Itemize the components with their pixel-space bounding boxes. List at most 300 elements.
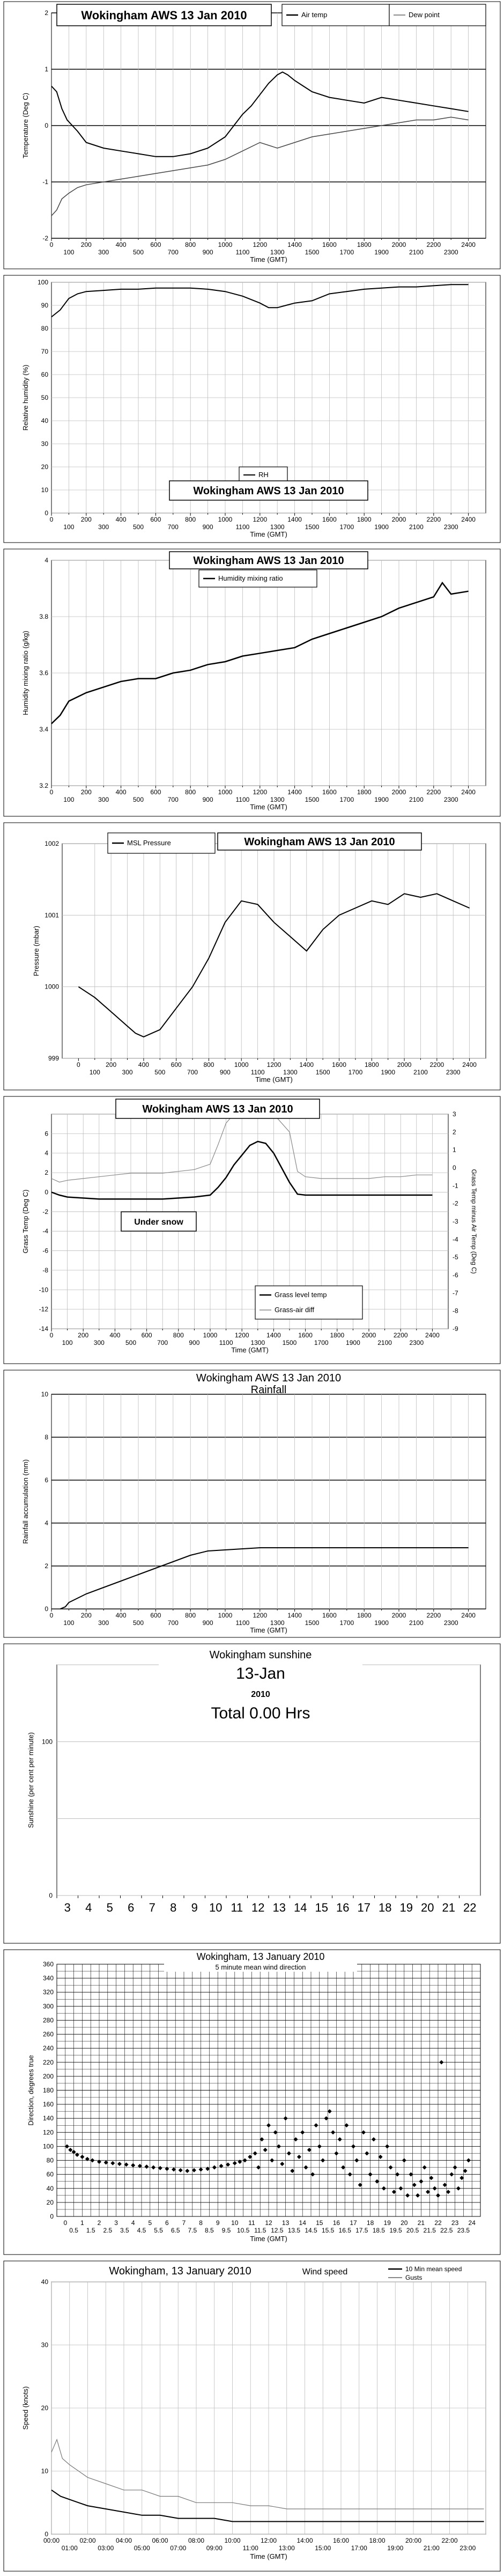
x-tick-label: 2100 (409, 1619, 424, 1627)
chart-title: Wokingham AWS 13 Jan 2010 (81, 8, 247, 22)
y-tick-label: 0 (45, 2530, 48, 2538)
x-tick-label: 400 (115, 241, 127, 248)
chart-title: Wokingham AWS 13 Jan 2010 (193, 485, 344, 497)
x-tick-label: 400 (115, 516, 127, 523)
humidity-chart-panel (3, 275, 501, 543)
x-tick-label: 23.5 (457, 2227, 470, 2234)
x-tick-label: 6 (165, 2219, 169, 2227)
x-tick-label: 6 (128, 1901, 135, 1914)
y-tick-label: -2 (42, 1208, 48, 1216)
x-tick-label: 9.5 (221, 2227, 231, 2234)
x-tick-label: 1700 (339, 1619, 354, 1627)
y-right-tick-label: 1 (453, 1146, 456, 1154)
x-tick-label: 2200 (426, 241, 441, 248)
chart-subtitle: 5 minute mean wind direction (215, 1963, 306, 1971)
x-tick-label: 2400 (461, 1612, 476, 1619)
x-tick-label: 20.5 (406, 2227, 419, 2234)
legend-label: Dew point (409, 11, 440, 19)
y-tick-label: 10 (41, 2467, 48, 2475)
x-tick-label: 10:00 (224, 2537, 241, 2544)
y-tick-label: 340 (42, 1974, 54, 1982)
rainfall-chart-panel (3, 1370, 501, 1638)
x-tick-label: 23 (451, 2219, 459, 2227)
x-tick-label: 1200 (253, 1612, 268, 1619)
x-tick-label: 8.5 (205, 2227, 214, 2234)
legend-label: RH (258, 471, 269, 479)
x-tick-label: 4.5 (137, 2227, 146, 2234)
y-tick-label: -4 (42, 1227, 48, 1235)
x-tick-label: 15 (316, 2219, 323, 2227)
x-tick-label: 12.5 (271, 2227, 284, 2234)
x-tick-label: 21 (417, 2219, 425, 2227)
x-tick-label: 1500 (305, 523, 320, 531)
x-tick-label: 2400 (462, 1061, 477, 1069)
y-tick-label: 0 (45, 122, 48, 129)
x-tick-label: 1200 (253, 788, 268, 796)
x-tick-label: 0 (49, 241, 54, 248)
y-axis-label: Grass Temp (Deg C) (21, 1189, 29, 1254)
y-tick-label: 160 (42, 2101, 54, 2109)
x-tick-label: 14:00 (297, 2537, 313, 2544)
x-tick-label: 10 (209, 1901, 223, 1914)
y-tick-label: 180 (42, 2087, 54, 2094)
x-tick-label: 1000 (218, 1612, 233, 1619)
x-tick-label: 2100 (377, 1339, 392, 1346)
x-tick-label: 2000 (397, 1061, 412, 1069)
x-tick-label: 17 (350, 2219, 357, 2227)
x-tick-label: 1400 (299, 1061, 314, 1069)
x-tick-label: 11 (248, 2219, 255, 2227)
x-tick-label: 1900 (374, 523, 389, 531)
x-tick-label: 18 (379, 1901, 392, 1914)
x-tick-label: 11:00 (242, 2544, 258, 2552)
x-tick-label: 2300 (443, 796, 458, 803)
x-tick-label: 2300 (443, 248, 458, 256)
x-tick-label: 22.5 (440, 2227, 453, 2234)
x-tick-label: 1900 (374, 1619, 389, 1627)
x-tick-label: 1500 (305, 248, 320, 256)
x-tick-label: 1100 (219, 1339, 233, 1346)
x-tick-label: 10 (231, 2219, 239, 2227)
plot-area (51, 1394, 486, 1609)
x-tick-label: 13 (281, 2219, 290, 2227)
x-tick-label: 2200 (426, 516, 441, 523)
x-tick-label: 21.5 (423, 2227, 436, 2234)
x-tick-label: 1800 (357, 1612, 372, 1619)
legend-label: Grass-air diff (275, 1306, 315, 1314)
wind-speed-chart-panel (3, 2260, 501, 2572)
y-tick-label: 4 (45, 557, 48, 564)
y-tick-label: 6 (45, 1476, 48, 1484)
x-tick-label: 15 (315, 1901, 328, 1914)
y-right-tick-label: -8 (453, 1307, 458, 1315)
x-tick-label: 22 (463, 1901, 477, 1914)
y-right-axis-label: Grass Temp minus Air Temp (Deg C) (470, 1169, 478, 1274)
x-tick-label: 300 (98, 523, 109, 531)
x-tick-label: 11 (231, 1901, 243, 1914)
y-tick-label: -2 (42, 235, 48, 242)
x-tick-label: 18.5 (372, 2227, 386, 2234)
x-tick-label: 800 (185, 516, 196, 523)
x-tick-label: 20 (421, 1901, 434, 1914)
rainfall-chart (3, 1370, 501, 1638)
y-axis-label: Speed (knots) (21, 2386, 29, 2430)
legend-label: 10 Min mean speed (405, 2265, 462, 2273)
x-tick-label: 2000 (361, 1331, 376, 1339)
y-tick-label: 300 (42, 2002, 54, 2010)
x-tick-label: 2400 (425, 1331, 440, 1339)
y-tick-label: 60 (41, 371, 48, 378)
x-tick-label: 1800 (364, 1061, 379, 1069)
x-tick-label: 700 (157, 1339, 168, 1346)
x-tick-label: 12 (265, 2219, 272, 2227)
relative-humidity-chart (3, 275, 501, 543)
chart-year-label: 2010 (251, 1690, 270, 1699)
y-right-tick-label: -4 (453, 1235, 458, 1243)
x-tick-label: 16 (336, 1901, 350, 1914)
x-tick-label: 06:00 (152, 2537, 168, 2544)
x-tick-label: 1100 (235, 523, 250, 531)
x-tick-label: 100 (63, 248, 75, 256)
legend-label: MSL Pressure (127, 839, 171, 847)
y-tick-label: 20 (41, 463, 48, 471)
x-tick-label: 10.5 (236, 2227, 250, 2234)
x-tick-label: 1300 (270, 248, 285, 256)
x-tick-label: 08:00 (188, 2537, 205, 2544)
x-tick-label: 1900 (381, 1069, 396, 1076)
x-tick-label: 2 (97, 2219, 101, 2227)
x-tick-label: 0 (49, 1331, 54, 1339)
x-tick-label: 1100 (250, 1069, 265, 1076)
x-tick-label: 2400 (461, 788, 476, 796)
x-tick-label: 600 (141, 1331, 152, 1339)
x-tick-label: 900 (219, 1069, 231, 1076)
y-tick-label: 40 (41, 417, 48, 425)
x-tick-label: 20 (401, 2219, 408, 2227)
x-tick-label: 1000 (218, 516, 233, 523)
x-tick-label: 200 (80, 516, 92, 523)
x-tick-label: 300 (98, 796, 109, 803)
x-tick-label: 300 (93, 1339, 105, 1346)
y-axis-label: Humidity mixing ratio (g/kg) (21, 631, 29, 715)
y-tick-label: 10 (41, 1391, 48, 1398)
grass-temp-chart-panel (3, 1096, 501, 1364)
x-tick-label: 2.5 (103, 2227, 113, 2234)
x-tick-label: 9 (191, 1901, 198, 1914)
x-axis-label: Time (GMT) (255, 1075, 293, 1084)
y-axis-label: Relative humidity (%) (21, 364, 29, 431)
wind-direction-chart (3, 1949, 501, 2255)
wind-speed-chart (3, 2260, 501, 2572)
x-tick-label: 100 (62, 1339, 73, 1346)
x-tick-label: 12:00 (260, 2537, 277, 2544)
x-tick-label: 500 (132, 1619, 144, 1627)
x-tick-label: 200 (80, 1612, 92, 1619)
legend-label: Gusts (405, 2274, 423, 2281)
x-tick-label: 500 (132, 248, 144, 256)
y-tick-label: 1001 (45, 911, 59, 919)
x-tick-label: 2000 (391, 788, 406, 796)
x-tick-label: 1000 (203, 1331, 218, 1339)
x-tick-label: 1600 (322, 516, 337, 523)
x-tick-label: 0.5 (69, 2227, 78, 2234)
x-tick-label: 700 (187, 1069, 198, 1076)
y-tick-label: 0 (50, 2213, 54, 2220)
under-snow-annotation: Under snow (134, 1217, 183, 1227)
x-tick-label: 2000 (391, 241, 406, 248)
y-tick-label: 4 (45, 1519, 48, 1527)
x-tick-label: 1400 (287, 241, 302, 248)
y-tick-label: 120 (42, 2128, 54, 2136)
sunshine-chart-panel (3, 1643, 501, 1944)
mixing-ratio-chart (3, 548, 501, 817)
x-tick-label: 1100 (235, 1619, 250, 1627)
x-tick-label: 2100 (413, 1069, 428, 1076)
y-tick-label: -8 (42, 1266, 48, 1274)
chart-title: Wokingham, 13 January 2010 (109, 2265, 251, 2277)
y-tick-label: 8 (45, 1433, 48, 1441)
x-tick-label: 1100 (235, 248, 250, 256)
x-tick-label: 100 (63, 796, 75, 803)
y-tick-label: 3.2 (39, 782, 48, 789)
y-tick-label: 0 (45, 509, 48, 517)
x-tick-label: 16:00 (332, 2537, 350, 2544)
x-tick-label: 500 (132, 523, 144, 531)
x-tick-label: 1200 (266, 1061, 281, 1069)
pressure-chart (3, 822, 501, 1091)
x-axis-label: Time (GMT) (250, 803, 287, 811)
x-tick-label: 800 (185, 788, 196, 796)
x-tick-label: 2400 (461, 516, 476, 523)
x-tick-label: 19 (383, 2219, 391, 2227)
x-tick-label: 1300 (270, 1619, 285, 1627)
x-tick-label: 16.5 (338, 2227, 351, 2234)
x-tick-label: 900 (189, 1339, 200, 1346)
y-tick-label: 100 (41, 1738, 53, 1746)
legend-label: Air temp (301, 11, 328, 19)
x-tick-label: 12 (251, 1901, 265, 1914)
y-right-tick-label: -2 (453, 1199, 458, 1208)
x-tick-label: 21:00 (423, 2544, 440, 2552)
x-axis-label: Time (GMT) (250, 2235, 287, 2243)
x-tick-label: 1800 (357, 516, 372, 523)
y-right-tick-label: 3 (453, 1110, 456, 1118)
x-tick-label: 0 (49, 1612, 54, 1619)
x-tick-label: 1400 (287, 1612, 302, 1619)
x-tick-label: 400 (138, 1061, 149, 1069)
x-tick-label: 1600 (332, 1061, 346, 1069)
x-tick-label: 03:00 (98, 2544, 114, 2552)
y-tick-label: -14 (39, 1325, 48, 1333)
x-tick-label: 2100 (409, 523, 424, 531)
x-tick-label: 1800 (357, 241, 372, 248)
x-tick-label: 1300 (250, 1339, 265, 1346)
x-tick-label: 17.5 (355, 2227, 368, 2234)
x-tick-label: 1700 (339, 796, 354, 803)
y-right-tick-label: -3 (453, 1218, 458, 1225)
x-tick-label: 700 (167, 248, 179, 256)
x-tick-label: 800 (185, 1612, 196, 1619)
x-tick-label: 1100 (235, 796, 250, 803)
x-tick-label: 19.5 (389, 2227, 402, 2234)
x-tick-label: 100 (89, 1069, 100, 1076)
x-tick-label: 05:00 (134, 2544, 150, 2552)
x-tick-label: 1200 (253, 241, 268, 248)
x-tick-label: 200 (80, 788, 92, 796)
x-tick-label: 18 (366, 2219, 374, 2227)
x-tick-label: 1300 (270, 523, 285, 531)
y-right-tick-label: -9 (453, 1325, 458, 1333)
x-tick-label: 0 (49, 516, 54, 523)
x-tick-label: 700 (167, 796, 179, 803)
x-tick-label: 2200 (426, 1612, 441, 1619)
x-tick-label: 0 (77, 1061, 80, 1069)
x-tick-label: 800 (203, 1061, 214, 1069)
y-tick-label: 0 (45, 1605, 48, 1613)
x-tick-label: 600 (171, 1061, 182, 1069)
legend-label: Humidity mixing ratio (218, 574, 283, 582)
x-tick-label: 13 (272, 1901, 286, 1914)
y-right-tick-label: -6 (453, 1271, 458, 1279)
x-tick-label: 14 (299, 2219, 306, 2227)
x-tick-label: 0 (63, 2219, 68, 2227)
x-tick-label: 7.5 (188, 2227, 197, 2234)
x-tick-label: 1300 (270, 796, 285, 803)
y-tick-label: 80 (41, 325, 48, 332)
y-tick-label: -10 (39, 1286, 48, 1294)
x-tick-label: 1000 (218, 788, 233, 796)
chart-title: Wokingham AWS 13 Jan 2010 (142, 1103, 293, 1116)
y-tick-label: 6 (45, 1130, 48, 1138)
y-tick-label: 3.8 (39, 613, 48, 620)
chart-title: Wokingham sunshine (209, 1649, 312, 1661)
x-tick-label: 07:00 (170, 2544, 187, 2552)
x-tick-label: 1900 (374, 796, 389, 803)
x-tick-label: 14.5 (305, 2227, 317, 2234)
x-tick-label: 700 (167, 1619, 179, 1627)
x-tick-label: 1800 (330, 1331, 345, 1339)
y-tick-label: 2 (45, 1169, 48, 1177)
x-tick-label: 1400 (287, 788, 302, 796)
x-tick-label: 2100 (409, 248, 424, 256)
x-tick-label: 2300 (443, 1619, 458, 1627)
x-tick-label: 1400 (287, 516, 302, 523)
y-tick-label: -1 (42, 178, 48, 186)
x-tick-label: 11.5 (254, 2227, 266, 2234)
y-axis-label: Direction, degrees true (27, 2055, 35, 2126)
pressure-chart-panel (3, 822, 501, 1091)
x-tick-label: 500 (125, 1339, 137, 1346)
y-tick-label: 260 (42, 2030, 54, 2038)
chart-title: Wokingham, 13 January 2010 (196, 1951, 325, 1962)
x-tick-label: 600 (150, 241, 161, 248)
x-tick-label: 1300 (283, 1069, 298, 1076)
x-axis-label: Time (GMT) (250, 2552, 287, 2560)
temperature-chart (3, 1, 501, 269)
y-tick-label: 280 (42, 2016, 54, 2024)
x-tick-label: 09:00 (206, 2544, 223, 2552)
x-tick-label: 400 (115, 788, 127, 796)
x-tick-label: 1 (80, 2219, 84, 2227)
x-tick-label: 5 (106, 1901, 113, 1914)
y-tick-label: 3.6 (39, 669, 48, 677)
y-axis-label: Sunshine (per cent per minute) (27, 1732, 35, 1828)
y-tick-label: 0 (49, 1892, 53, 1899)
x-tick-label: 16 (332, 2219, 340, 2227)
y-tick-label: 2 (45, 1562, 48, 1570)
y-tick-label: -6 (42, 1247, 48, 1255)
x-axis-label: Time (GMT) (231, 1346, 269, 1354)
x-tick-label: 2100 (409, 796, 424, 803)
x-tick-label: 1900 (346, 1339, 360, 1346)
x-tick-label: 2200 (429, 1061, 444, 1069)
x-tick-label: 700 (167, 523, 179, 531)
x-tick-label: 15:00 (315, 2544, 331, 2552)
wind-direction-chart-panel (3, 1949, 501, 2255)
x-tick-label: 2300 (446, 1069, 461, 1076)
y-tick-label: 360 (42, 1960, 54, 1968)
x-tick-label: 900 (202, 1619, 213, 1627)
x-tick-label: 1600 (322, 241, 337, 248)
y-tick-label: 30 (41, 2341, 48, 2349)
x-tick-label: 1500 (282, 1339, 297, 1346)
x-tick-label: 2000 (391, 516, 406, 523)
x-tick-label: 18:00 (369, 2537, 386, 2544)
y-tick-label: -12 (39, 1305, 48, 1313)
x-tick-label: 500 (154, 1069, 166, 1076)
x-tick-label: 15.5 (321, 2227, 335, 2234)
x-tick-label: 2200 (426, 788, 441, 796)
chart-subtitle: Rainfall (250, 1384, 287, 1396)
x-tick-label: 17 (357, 1901, 370, 1914)
x-tick-label: 22 (434, 2219, 442, 2227)
x-tick-label: 200 (106, 1061, 117, 1069)
y-tick-label: 999 (48, 1055, 59, 1062)
x-tick-label: 2300 (409, 1339, 424, 1346)
x-tick-label: 900 (202, 796, 213, 803)
y-tick-label: 140 (42, 2114, 54, 2123)
x-tick-label: 24 (468, 2219, 476, 2227)
x-tick-label: 800 (185, 241, 196, 248)
x-tick-label: 600 (150, 788, 161, 796)
x-tick-label: 21 (442, 1901, 455, 1914)
x-tick-label: 23:00 (459, 2544, 476, 2552)
x-tick-label: 1900 (374, 248, 389, 256)
x-tick-label: 8 (199, 2219, 203, 2227)
x-tick-label: 1700 (339, 523, 354, 531)
x-tick-label: 1500 (315, 1069, 330, 1076)
x-tick-label: 2000 (391, 1612, 406, 1619)
x-tick-label: 1700 (348, 1069, 363, 1076)
y-tick-label: 4 (45, 1149, 48, 1157)
x-tick-label: 5.5 (154, 2227, 163, 2234)
x-tick-label: 1500 (305, 796, 320, 803)
x-tick-label: 2200 (393, 1331, 408, 1339)
x-tick-label: 1200 (253, 516, 268, 523)
x-tick-label: 1800 (357, 788, 372, 796)
x-tick-label: 100 (63, 523, 75, 531)
x-tick-label: 3.5 (120, 2227, 129, 2234)
x-tick-label: 01:00 (61, 2544, 78, 2552)
y-axis-label: Rainfall accumulation (mm) (21, 1459, 29, 1544)
x-tick-label: 200 (78, 1331, 89, 1339)
x-tick-label: 3 (114, 2219, 118, 2227)
x-tick-label: 300 (98, 1619, 109, 1627)
x-tick-label: 600 (150, 1612, 161, 1619)
x-tick-label: 1700 (339, 248, 354, 256)
x-tick-label: 800 (173, 1331, 184, 1339)
y-tick-label: 40 (41, 2278, 48, 2286)
